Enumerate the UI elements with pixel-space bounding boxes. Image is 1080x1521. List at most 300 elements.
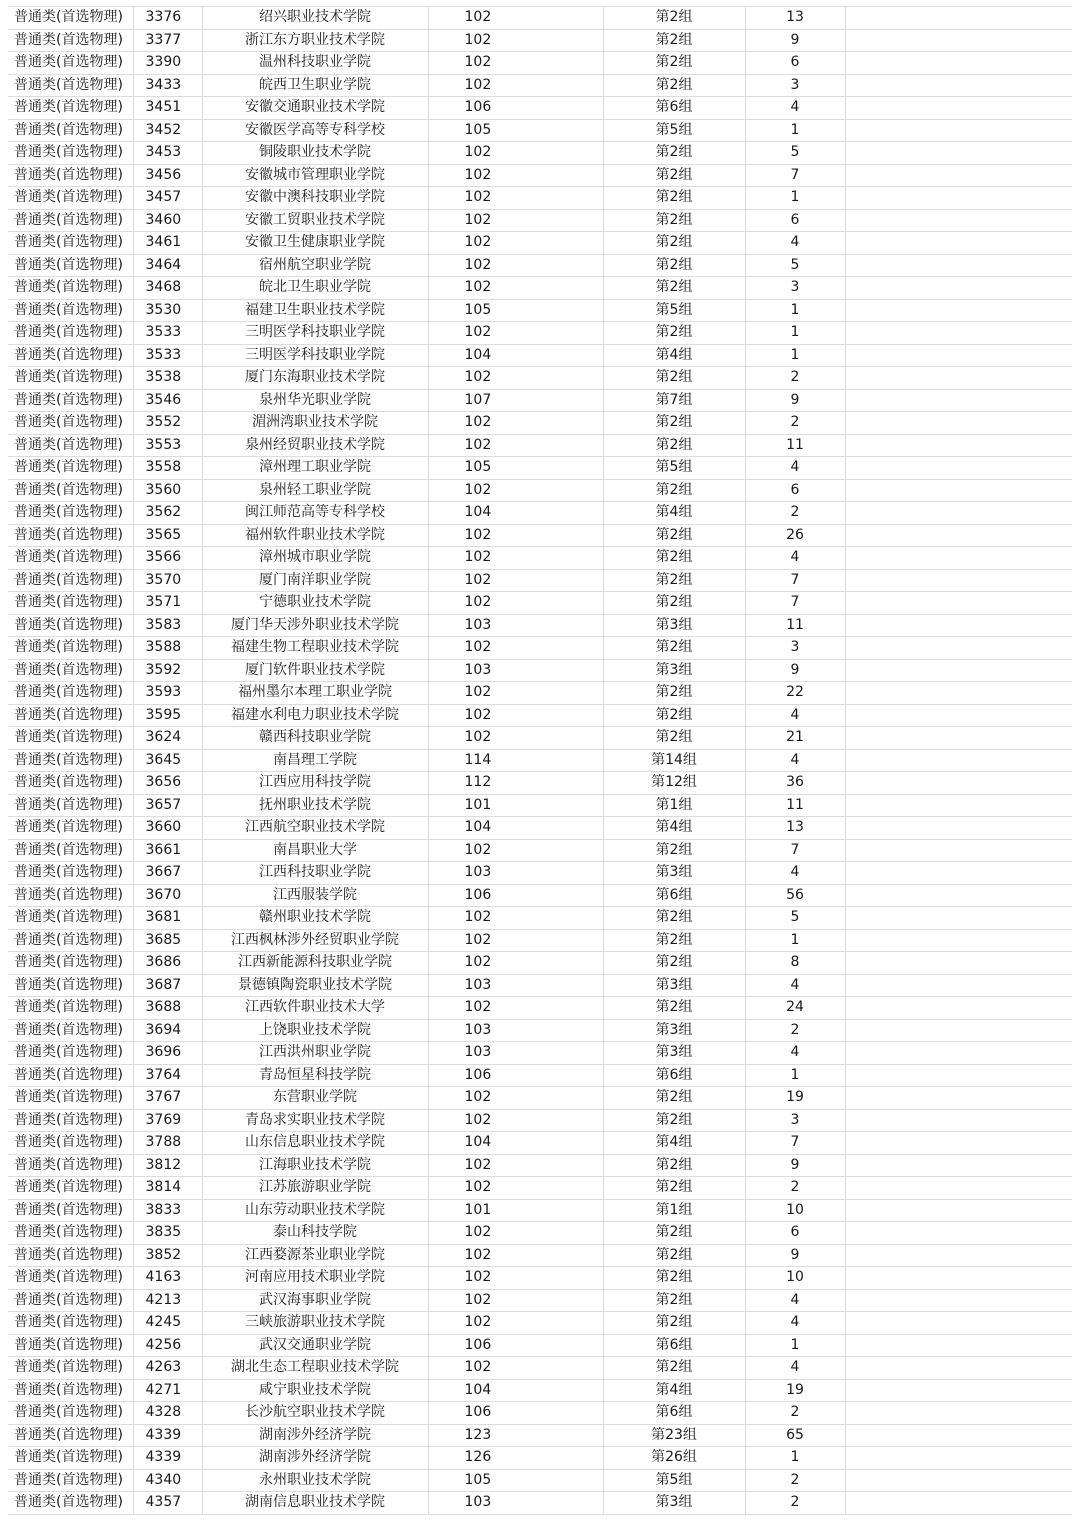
school-name-cell: 长沙航空职业技术学院 [202,1402,428,1425]
school-code-cell: 3660 [133,817,202,840]
group-code-cell: 102 [428,929,603,952]
school-name-cell: 厦门东海职业技术学院 [202,367,428,390]
group-code-cell: 102 [428,682,603,705]
group-name-cell: 第2组 [603,1222,745,1245]
group-code-cell: 103 [428,659,603,682]
empty-cell [845,74,1072,97]
category-cell: 普通类(首选物理) [8,547,133,570]
school-code-cell: 3451 [133,97,202,120]
school-code-cell: 3788 [133,1132,202,1155]
group-name-cell: 第2组 [603,929,745,952]
group-name-cell: 第6组 [603,884,745,907]
category-cell: 普通类(首选物理) [8,974,133,997]
group-code-cell: 102 [428,142,603,165]
plan-count-cell: 4 [745,97,845,120]
plan-count-cell: 2 [745,1019,845,1042]
plan-count-cell: 1 [745,344,845,367]
empty-cell [845,1379,1072,1402]
plan-count-cell: 5 [745,907,845,930]
category-cell: 普通类(首选物理) [8,884,133,907]
category-cell: 普通类(首选物理) [8,862,133,885]
category-cell: 普通类(首选物理) [8,1177,133,1200]
category-cell: 普通类(首选物理) [8,1379,133,1402]
category-cell: 普通类(首选物理) [8,1267,133,1290]
table-row [8,254,1072,277]
plan-count-cell: 9 [745,389,845,412]
category-cell: 普通类(首选物理) [8,164,133,187]
plan-count-cell: 7 [745,839,845,862]
group-code-cell: 102 [428,997,603,1020]
school-name-cell: 安徽卫生健康职业学院 [202,232,428,255]
group-name-cell: 第2组 [603,232,745,255]
group-name-cell: 第12组 [603,772,745,795]
group-name-cell: 第2组 [603,727,745,750]
group-code-cell: 102 [428,412,603,435]
empty-cell [845,1469,1072,1492]
school-code-cell: 3452 [133,119,202,142]
group-code-cell: 103 [428,1492,603,1515]
group-code-cell: 106 [428,1402,603,1425]
school-name-cell: 青岛恒星科技学院 [202,1064,428,1087]
plan-count-cell: 22 [745,682,845,705]
table-row [8,434,1072,457]
group-name-cell: 第2组 [603,322,745,345]
empty-cell [845,704,1072,727]
category-cell: 普通类(首选物理) [8,1222,133,1245]
school-name-cell: 厦门华天涉外职业技术学院 [202,614,428,637]
table-row [8,547,1072,570]
category-cell: 普通类(首选物理) [8,1064,133,1087]
plan-count-cell: 3 [745,637,845,660]
school-name-cell: 三明医学科技职业学院 [202,322,428,345]
school-name-cell: 山东劳动职业技术学院 [202,1199,428,1222]
school-name-cell: 宿州航空职业学院 [202,254,428,277]
group-code-cell: 102 [428,7,603,30]
plan-count-cell: 65 [745,1424,845,1447]
empty-cell [845,502,1072,525]
school-name-cell: 福建水利电力职业技术学院 [202,704,428,727]
school-name-cell: 厦门软件职业技术学院 [202,659,428,682]
plan-count-cell: 7 [745,592,845,615]
school-code-cell: 3687 [133,974,202,997]
category-cell: 普通类(首选物理) [8,457,133,480]
table-row [8,1222,1072,1245]
category-cell: 普通类(首选物理) [8,839,133,862]
group-name-cell: 第2组 [603,277,745,300]
group-name-cell: 第2组 [603,1087,745,1110]
school-name-cell: 南昌职业大学 [202,839,428,862]
category-cell: 普通类(首选物理) [8,1109,133,1132]
empty-cell [845,1334,1072,1357]
group-name-cell: 第2组 [603,209,745,232]
empty-cell [845,727,1072,750]
table-row [8,502,1072,525]
school-code-cell: 3570 [133,569,202,592]
group-code-cell: 102 [428,524,603,547]
plan-count-cell: 1 [745,119,845,142]
category-cell: 普通类(首选物理) [8,277,133,300]
table-row [8,1177,1072,1200]
school-code-cell: 3696 [133,1042,202,1065]
table-row [8,974,1072,997]
group-code-cell: 105 [428,1469,603,1492]
category-cell: 普通类(首选物理) [8,727,133,750]
group-code-cell: 102 [428,434,603,457]
group-code-cell: 102 [428,29,603,52]
group-code-cell: 107 [428,389,603,412]
empty-cell [845,1109,1072,1132]
group-name-cell: 第3组 [603,974,745,997]
plan-count-cell: 9 [745,1154,845,1177]
empty-cell [845,299,1072,322]
category-cell: 普通类(首选物理) [8,434,133,457]
school-code-cell: 3769 [133,1109,202,1132]
group-name-cell: 第2组 [603,1109,745,1132]
plan-count-cell: 1 [745,1064,845,1087]
table-row [8,29,1072,52]
school-name-cell: 福建生物工程职业技术学院 [202,637,428,660]
group-code-cell: 102 [428,367,603,390]
category-cell: 普通类(首选物理) [8,704,133,727]
table-row [8,637,1072,660]
school-name-cell: 青岛求实职业技术学院 [202,1109,428,1132]
school-name-cell: 武汉交通职业学院 [202,1334,428,1357]
group-code-cell: 102 [428,232,603,255]
table-body [8,7,1072,1515]
category-cell: 普通类(首选物理) [8,997,133,1020]
empty-cell [845,412,1072,435]
school-name-cell: 漳州理工职业学院 [202,457,428,480]
group-code-cell: 102 [428,592,603,615]
category-cell: 普通类(首选物理) [8,119,133,142]
school-name-cell: 安徽交通职业技术学院 [202,97,428,120]
table-row [8,704,1072,727]
school-code-cell: 3461 [133,232,202,255]
school-name-cell: 安徽医学高等专科学校 [202,119,428,142]
table-row [8,1244,1072,1267]
category-cell: 普通类(首选物理) [8,637,133,660]
table-row [8,1109,1072,1132]
table-row [8,209,1072,232]
school-name-cell: 漳州城市职业学院 [202,547,428,570]
school-name-cell: 东营职业学院 [202,1087,428,1110]
school-name-cell: 湖北生态工程职业技术学院 [202,1357,428,1380]
school-code-cell: 3656 [133,772,202,795]
plan-count-cell: 2 [745,502,845,525]
empty-cell [845,1132,1072,1155]
group-name-cell: 第2组 [603,1244,745,1267]
plan-count-cell: 5 [745,142,845,165]
group-code-cell: 102 [428,1244,603,1267]
plan-count-cell: 1 [745,187,845,210]
group-name-cell: 第2组 [603,412,745,435]
group-code-cell: 104 [428,817,603,840]
school-code-cell: 3667 [133,862,202,885]
school-name-cell: 江西洪州职业学院 [202,1042,428,1065]
group-name-cell: 第2组 [603,569,745,592]
school-name-cell: 皖北卫生职业学院 [202,277,428,300]
school-code-cell: 3670 [133,884,202,907]
school-name-cell: 泉州经贸职业技术学院 [202,434,428,457]
school-name-cell: 河南应用技术职业学院 [202,1267,428,1290]
school-code-cell: 3812 [133,1154,202,1177]
empty-cell [845,659,1072,682]
school-code-cell: 3552 [133,412,202,435]
empty-cell [845,209,1072,232]
school-name-cell: 山东信息职业技术学院 [202,1132,428,1155]
school-code-cell: 3464 [133,254,202,277]
table-row [8,277,1072,300]
group-name-cell: 第2组 [603,1177,745,1200]
empty-cell [845,1177,1072,1200]
table-row [8,1492,1072,1515]
category-cell: 普通类(首选物理) [8,1042,133,1065]
empty-cell [845,29,1072,52]
table-row [8,1132,1072,1155]
group-name-cell: 第4组 [603,344,745,367]
group-name-cell: 第5组 [603,299,745,322]
group-name-cell: 第2组 [603,74,745,97]
group-code-cell: 102 [428,277,603,300]
table-row [8,1019,1072,1042]
school-name-cell: 赣州职业技术学院 [202,907,428,930]
group-name-cell: 第2组 [603,997,745,1020]
group-code-cell: 102 [428,52,603,75]
group-code-cell: 104 [428,502,603,525]
table-row [8,682,1072,705]
school-name-cell: 咸宁职业技术学院 [202,1379,428,1402]
group-code-cell: 102 [428,839,603,862]
school-code-cell: 3468 [133,277,202,300]
category-cell: 普通类(首选物理) [8,1289,133,1312]
table-row [8,862,1072,885]
empty-cell [845,1447,1072,1470]
empty-cell [845,389,1072,412]
empty-cell [845,7,1072,30]
school-code-cell: 3688 [133,997,202,1020]
table-row [8,1447,1072,1470]
group-code-cell: 102 [428,254,603,277]
plan-count-cell: 1 [745,299,845,322]
empty-cell [845,547,1072,570]
table-row [8,119,1072,142]
group-code-cell: 103 [428,1042,603,1065]
group-code-cell: 102 [428,952,603,975]
school-code-cell: 3457 [133,187,202,210]
group-name-cell: 第2组 [603,479,745,502]
group-name-cell: 第7组 [603,389,745,412]
table-row [8,97,1072,120]
plan-count-cell: 2 [745,1469,845,1492]
group-code-cell: 102 [428,1267,603,1290]
plan-count-cell: 6 [745,479,845,502]
category-cell: 普通类(首选物理) [8,1132,133,1155]
group-code-cell: 102 [428,1109,603,1132]
table-row [8,727,1072,750]
table-row [8,592,1072,615]
category-cell: 普通类(首选物理) [8,1402,133,1425]
group-code-cell: 101 [428,794,603,817]
category-cell: 普通类(首选物理) [8,1199,133,1222]
empty-cell [845,164,1072,187]
group-code-cell: 105 [428,119,603,142]
category-cell: 普通类(首选物理) [8,1334,133,1357]
school-name-cell: 绍兴职业技术学院 [202,7,428,30]
empty-cell [845,524,1072,547]
school-name-cell: 湄洲湾职业技术学院 [202,412,428,435]
plan-count-cell: 24 [745,997,845,1020]
empty-cell [845,749,1072,772]
group-name-cell: 第4组 [603,502,745,525]
table-row [8,1312,1072,1335]
group-code-cell: 104 [428,1379,603,1402]
empty-cell [845,884,1072,907]
plan-count-cell: 6 [745,52,845,75]
category-cell: 普通类(首选物理) [8,232,133,255]
empty-cell [845,344,1072,367]
group-name-cell: 第2组 [603,434,745,457]
school-code-cell: 3833 [133,1199,202,1222]
empty-cell [845,997,1072,1020]
empty-cell [845,232,1072,255]
group-code-cell: 104 [428,1132,603,1155]
school-name-cell: 安徽城市管理职业学院 [202,164,428,187]
group-code-cell: 114 [428,749,603,772]
category-cell: 普通类(首选物理) [8,907,133,930]
table-row [8,322,1072,345]
empty-cell [845,52,1072,75]
empty-cell [845,907,1072,930]
school-code-cell: 3592 [133,659,202,682]
empty-cell [845,1087,1072,1110]
plan-count-cell: 10 [745,1267,845,1290]
table-row [8,1334,1072,1357]
category-cell: 普通类(首选物理) [8,52,133,75]
group-name-cell: 第2组 [603,142,745,165]
plan-count-cell: 6 [745,1222,845,1245]
group-code-cell: 105 [428,457,603,480]
category-cell: 普通类(首选物理) [8,1492,133,1515]
category-cell: 普通类(首选物理) [8,952,133,975]
school-name-cell: 铜陵职业技术学院 [202,142,428,165]
category-cell: 普通类(首选物理) [8,1154,133,1177]
plan-count-cell: 10 [745,1199,845,1222]
school-name-cell: 安徽中澳科技职业学院 [202,187,428,210]
category-cell: 普通类(首选物理) [8,614,133,637]
category-cell: 普通类(首选物理) [8,367,133,390]
group-code-cell: 102 [428,1154,603,1177]
school-code-cell: 3460 [133,209,202,232]
group-name-cell: 第1组 [603,1199,745,1222]
table-row [8,1154,1072,1177]
plan-count-cell: 21 [745,727,845,750]
table-row [8,839,1072,862]
school-name-cell: 福州软件职业技术学院 [202,524,428,547]
school-code-cell: 4357 [133,1492,202,1515]
school-name-cell: 福建卫生职业技术学院 [202,299,428,322]
category-cell: 普通类(首选物理) [8,502,133,525]
group-name-cell: 第2组 [603,1267,745,1290]
plan-count-cell: 19 [745,1087,845,1110]
plan-count-cell: 3 [745,74,845,97]
school-name-cell: 南昌理工学院 [202,749,428,772]
table-row [8,1087,1072,1110]
plan-count-cell: 56 [745,884,845,907]
plan-count-cell: 4 [745,1042,845,1065]
school-name-cell: 永州职业技术学院 [202,1469,428,1492]
school-name-cell: 湖南信息职业技术学院 [202,1492,428,1515]
group-name-cell: 第3组 [603,1019,745,1042]
school-code-cell: 3566 [133,547,202,570]
plan-count-cell: 5 [745,254,845,277]
table-row [8,344,1072,367]
group-name-cell: 第2组 [603,839,745,862]
group-code-cell: 102 [428,1087,603,1110]
group-name-cell: 第2组 [603,1312,745,1335]
group-name-cell: 第6组 [603,1064,745,1087]
admission-plan-table [8,6,1072,1515]
group-name-cell: 第2组 [603,52,745,75]
empty-cell [845,457,1072,480]
school-code-cell: 3530 [133,299,202,322]
table-row [8,1042,1072,1065]
empty-cell [845,254,1072,277]
category-cell: 普通类(首选物理) [8,187,133,210]
plan-count-cell: 3 [745,1109,845,1132]
category-cell: 普通类(首选物理) [8,412,133,435]
group-name-cell: 第2组 [603,367,745,390]
table-row [8,299,1072,322]
group-code-cell: 102 [428,1222,603,1245]
category-cell: 普通类(首选物理) [8,97,133,120]
school-name-cell: 江西应用科技学院 [202,772,428,795]
school-code-cell: 3456 [133,164,202,187]
school-name-cell: 浙江东方职业技术学院 [202,29,428,52]
plan-count-cell: 11 [745,434,845,457]
table-row [8,952,1072,975]
plan-count-cell: 2 [745,1492,845,1515]
school-code-cell: 3767 [133,1087,202,1110]
group-code-cell: 126 [428,1447,603,1470]
table-row [8,389,1072,412]
group-code-cell: 102 [428,704,603,727]
plan-count-cell: 2 [745,412,845,435]
table-row [8,1402,1072,1425]
group-name-cell: 第2组 [603,592,745,615]
category-cell: 普通类(首选物理) [8,344,133,367]
group-code-cell: 105 [428,299,603,322]
school-code-cell: 3433 [133,74,202,97]
table-row [8,907,1072,930]
table-row [8,817,1072,840]
group-code-cell: 106 [428,1334,603,1357]
group-name-cell: 第2组 [603,547,745,570]
empty-cell [845,1154,1072,1177]
school-code-cell: 4328 [133,1402,202,1425]
school-code-cell: 3624 [133,727,202,750]
school-code-cell: 4271 [133,1379,202,1402]
group-name-cell: 第4组 [603,1132,745,1155]
school-name-cell: 上饶职业技术学院 [202,1019,428,1042]
school-code-cell: 3453 [133,142,202,165]
group-name-cell: 第2组 [603,254,745,277]
plan-count-cell: 4 [745,1289,845,1312]
group-name-cell: 第2组 [603,7,745,30]
plan-count-cell: 2 [745,1177,845,1200]
school-code-cell: 3546 [133,389,202,412]
school-name-cell: 江西航空职业技术学院 [202,817,428,840]
category-cell: 普通类(首选物理) [8,1357,133,1380]
